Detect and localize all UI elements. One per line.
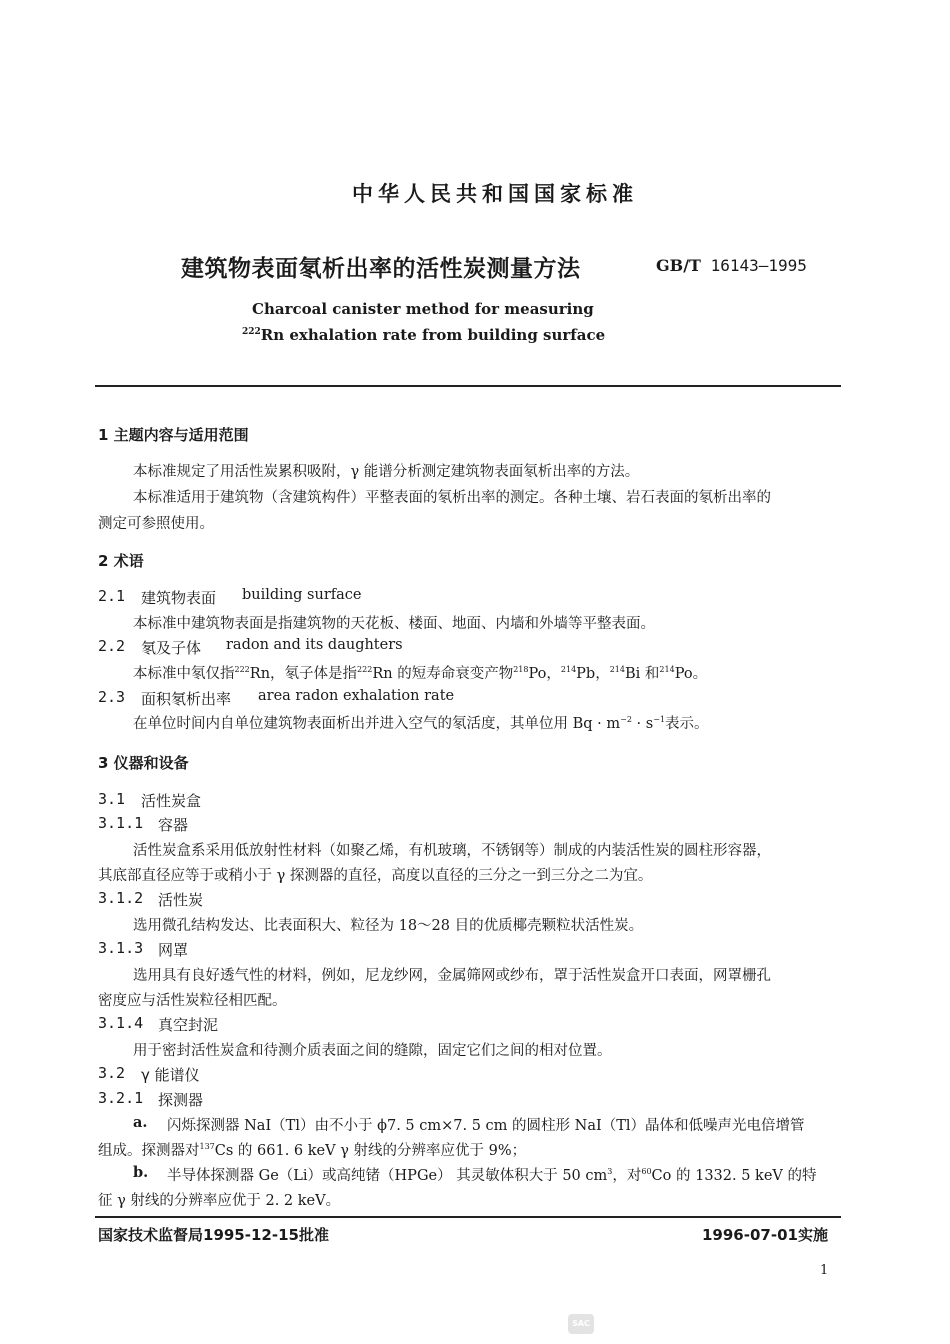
clause-3-1-3-paragraph-cont: 密度应与活性炭粒径相匹配。 <box>98 993 287 1009</box>
section-1-heading: 1 主题内容与适用范围 <box>98 426 249 444</box>
section-1-paragraph-2: 本标准适用于建筑物（含建筑构件）平整表面的氡析出率的测定。各种土壤、岩石表面的氡析出率的 <box>133 490 771 506</box>
term-2-1-number: 2.1 <box>98 587 126 605</box>
clause-3-2-title: γ 能谱仪 <box>141 1066 200 1084</box>
clause-3-1-1-paragraph: 活性炭盒系采用低放射性材料（如聚乙烯，有机玻璃，不锈钢等）制成的内装活性炭的圆柱形容器， <box>133 843 771 859</box>
page-number: 1 <box>820 1263 829 1278</box>
term-2-3-definition: 在单位时间内自单位建筑物表面析出并进入空气的氡活度，其单位用 $Bq \cdot m^{-2} \cdot s^{-1}$表示。 <box>133 715 709 732</box>
section-2-heading: 2 术语 <box>98 552 144 570</box>
clause-3-1-title: 活性炭盒 <box>141 792 202 810</box>
standard-code <box>656 256 807 275</box>
item-b-label: b. <box>133 1164 149 1181</box>
item-a-text-cont: 组成。探测器对$^{137}$Cs 的 661. 6 keV γ 射线的分辨率应优于 9%； <box>98 1142 527 1159</box>
code-prefix: GB/T <box>656 256 701 275</box>
clause-3-1-2-number: 3.1.2 <box>98 889 144 907</box>
clause-3-1-4-paragraph: 用于密封活性炭盒和待测介质表面之间的缝隙，固定它们之间的相对位置。 <box>133 1043 612 1059</box>
footer-divider <box>95 1216 841 1218</box>
term-2-2-number: 2.2 <box>98 637 126 655</box>
header-divider <box>95 385 841 387</box>
term-2-2-cn: 氡及子体 <box>141 639 202 657</box>
section-3-heading: 3 仪器和设备 <box>98 754 189 772</box>
approval-date: 国家技术监督局1995-12-15批准 <box>98 1226 329 1244</box>
clause-3-1-2-title: 活性炭 <box>158 891 204 909</box>
clause-3-1-3-paragraph: 选用具有良好透气性的材料，例如，尼龙纱网，金属筛网或纱布，罩于活性炭盒开口表面，网罩栅孔 <box>133 968 771 984</box>
superscript-222: 222 <box>242 327 261 337</box>
term-2-2-en: radon and its daughters <box>226 637 403 653</box>
section-1-paragraph-2-cont: 测定可参照使用。 <box>98 516 214 532</box>
item-b-text-cont: 征 γ 射线的分辨率应优于 2. 2 keV。 <box>98 1193 341 1209</box>
term-2-1-en: building surface <box>242 587 362 603</box>
section-1-paragraph-1: 本标准规定了用活性炭累积吸附，γ 能谱分析测定建筑物表面氡析出率的方法。 <box>133 464 640 480</box>
clause-3-1-3-number: 3.1.3 <box>98 939 144 957</box>
document-title-en-line2 <box>242 326 605 344</box>
code-number: 16143—1995 <box>710 256 807 275</box>
clause-3-1-3-title: 网罩 <box>158 941 189 959</box>
clause-3-1-4-number: 3.1.4 <box>98 1014 144 1032</box>
clause-3-1-4-title: 真空封泥 <box>158 1016 219 1034</box>
clause-3-1-2-paragraph: 选用微孔结构发达、比表面积大、粒径为 18～28 目的优质椰壳颗粒状活性炭。 <box>133 918 644 934</box>
clause-3-1-1-title: 容器 <box>158 816 189 834</box>
item-b-text: 半导体探测器 Ge（Li）或高纯锗（HPGe） 其灵敏体积大于 50 $cm^3$，对$^{60}$Co 的 1332. 5 keV 的特 <box>167 1167 817 1184</box>
clause-3-2-1-number: 3.2.1 <box>98 1089 144 1107</box>
national-standard-title: 中华人民共和国国家标准 <box>352 182 638 206</box>
clause-3-1-1-paragraph-cont: 其底部直径应等于或稍小于 γ 探测器的直径，高度以直径的三分之一到三分之二为宜。 <box>98 868 653 884</box>
term-2-3-cn: 面积氡析出率 <box>141 690 232 708</box>
item-a-text: 闪烁探测器 NaI（Tl）由不小于 ϕ7. 5 cm×7. 5 cm 的圆柱形 NaI（Tl）晶体和低噪声光电倍增管 <box>167 1118 805 1134</box>
title-en-line2-text: Rn exhalation rate from building surface <box>260 326 606 344</box>
term-2-3-number: 2.3 <box>98 688 126 706</box>
clause-3-1-1-number: 3.1.1 <box>98 814 144 832</box>
term-2-2-definition: 本标准中氡仅指$^{222}$Rn，氡子体是指$^{222}$Rn 的短寿命衰变产物$^{218}$Po，$^{214}$Pb，$^{214}$Bi 和$^{214}$Po。 <box>133 665 708 682</box>
clause-3-2-number: 3.2 <box>98 1064 126 1082</box>
item-a-label: a. <box>133 1114 148 1131</box>
sac-watermark-logo: SAC <box>568 1314 594 1334</box>
document-title-en-line1: Charcoal canister method for measuring <box>252 300 594 318</box>
clause-3-1-number: 3.1 <box>98 790 126 808</box>
document-title-cn: 建筑物表面氡析出率的活性炭测量方法 <box>181 256 581 282</box>
term-2-1-definition: 本标准中建筑物表面是指建筑物的天花板、楼面、地面、内墙和外墙等平整表面。 <box>133 616 655 632</box>
clause-3-2-1-title: 探测器 <box>158 1091 204 1109</box>
term-2-3-en: area radon exhalation rate <box>258 688 455 704</box>
implementation-date: 1996-07-01实施 <box>702 1226 828 1244</box>
term-2-1-cn: 建筑物表面 <box>141 589 217 607</box>
